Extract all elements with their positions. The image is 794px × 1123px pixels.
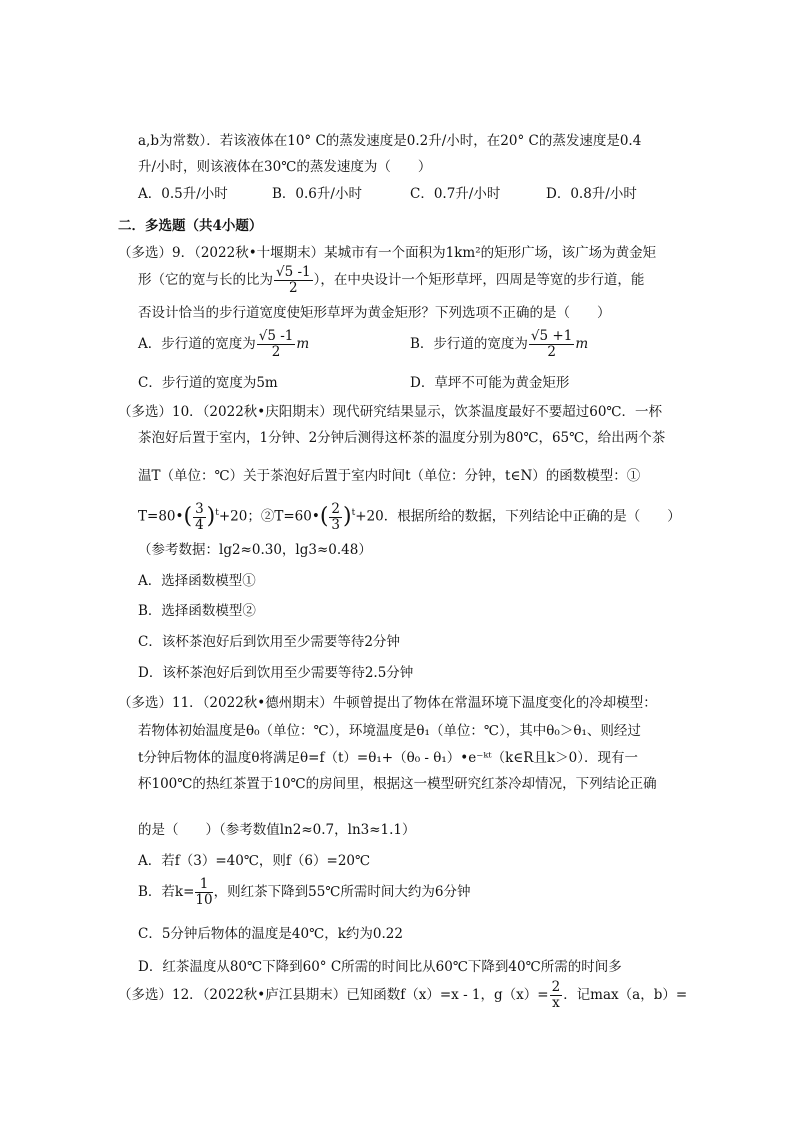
fraction-numerator: 1 bbox=[195, 877, 212, 893]
q8-option-a: A．0.5升/小时 bbox=[138, 186, 228, 202]
option-text: A．步行道的宽度为 bbox=[138, 336, 256, 352]
fraction-numerator: 2 bbox=[331, 500, 341, 517]
q9-option-d: D．草坪不可能为黄金矩形 bbox=[410, 375, 570, 391]
q9-option-a bbox=[138, 327, 309, 361]
fraction-denominator: 4 bbox=[195, 516, 204, 533]
q11-line-4: 杯100℃的热红茶置于10℃的房间里，根据这一模型研究红茶冷却情况，下列结论正确 bbox=[138, 776, 657, 792]
q10-line-4-suffix: +20．根据所给的数据，下列结论中正确的是（ ） bbox=[355, 508, 681, 525]
q9-line-3: 否设计恰当的步行道宽度使矩形草坪为黄金矩形？下列选项不正确的是（ ） bbox=[138, 305, 611, 321]
k-symbol: k= bbox=[174, 884, 195, 900]
q10-option-b: B．选择函数模型② bbox=[138, 603, 256, 619]
q11-line-1: （多选）11．（2022秋•德州期末）牛顿曾提出了物体在常温环境下温度变化的冷却模型： bbox=[118, 695, 657, 711]
q11-option-c: C．5分钟后物体的温度是40℃，k约为0.22 bbox=[138, 926, 403, 942]
q10-line-3: 温T（单位：℃）关于茶泡好后置于室内时间t（单位：分钟，t∈N）的函数模型：① bbox=[138, 468, 641, 484]
q11-option-d: D．红茶温度从80℃下降到60° C所需的时间比从60℃下降到40℃所需的时间多 bbox=[138, 959, 622, 975]
section-heading: 二．多选题（共4小题） bbox=[118, 218, 263, 234]
q10-option-d: D．该杯茶泡好后到饮用至少需要等待2.5分钟 bbox=[138, 665, 414, 681]
q9-line-1: （多选）9．（2022秋•十堰期末）某城市有一个面积为1km²的矩形广场，该广场为黄金矩 bbox=[118, 245, 657, 261]
fraction-numerator: 3 bbox=[195, 500, 204, 517]
option-text: B．若 bbox=[138, 884, 175, 900]
q10-reference-data: （参考数据：lg2≈0.30，lg3≈0.48） bbox=[138, 542, 372, 558]
option-fraction bbox=[529, 329, 574, 360]
fraction-denominator: 2 bbox=[271, 344, 281, 360]
q11-line-2: 若物体初始温度是θ₀（单位：℃），环境温度是θ₁（单位：℃），其中θ₀＞θ₁、则经过 bbox=[138, 723, 641, 739]
q11-option-a: A．若f（3）=40℃，则f（6）=20℃ bbox=[138, 853, 371, 869]
fraction-denominator: 2 bbox=[547, 344, 556, 360]
fraction-numerator: 2 bbox=[551, 979, 561, 995]
option-fraction bbox=[257, 329, 296, 360]
q11-option-b bbox=[138, 875, 470, 909]
fraction-numerator: √5 +1 bbox=[530, 328, 573, 344]
q12-fraction bbox=[550, 980, 563, 1011]
option-text: B．步行道的宽度为 bbox=[410, 336, 528, 352]
option-text: ，则红茶下降到55℃所需时间大约为6分钟 bbox=[213, 884, 471, 900]
q12-line-1 bbox=[118, 978, 687, 1012]
fraction-denominator: 10 bbox=[195, 892, 213, 908]
model-1-base bbox=[193, 502, 206, 533]
q8-line-2: 升/小时，则该液体在30℃的蒸发速度为（ ） bbox=[138, 159, 432, 175]
model-1-prefix: T=80• bbox=[138, 508, 184, 525]
q9-line-2-text-a: 形（它的宽与长的比为 bbox=[138, 272, 273, 288]
q9-option-b bbox=[410, 327, 588, 361]
q10-option-c: C．该杯茶泡好后到饮用至少需要等待2分钟 bbox=[138, 634, 400, 650]
q9-golden-ratio-fraction bbox=[274, 265, 313, 296]
unit: m bbox=[296, 336, 310, 352]
q10-line-4: T=80•( $\frac{3}{4}$ )$^t$+20；②T=60•( $\frac{2}{3}$ )$^t$+20．根据所给的数据，下列结论中正确的是（ ） bbox=[138, 500, 681, 533]
fraction-denominator: 3 bbox=[331, 516, 341, 533]
q10-line-1: （多选）10．（2022秋•庆阳期末）现代研究结果显示，饮茶温度最好不要超过60℃．一杯 bbox=[118, 404, 663, 420]
q9-option-c: C．步行道的宽度为5m bbox=[138, 375, 278, 391]
q8-option-c: C．0.7升/小时 bbox=[410, 186, 501, 202]
q8-line-1: a,b为常数）．若该液体在10° C的蒸发速度是0.2升/小时，在20° C的蒸发速度是0.4 bbox=[138, 133, 642, 149]
q12-text-a: （多选）12．（2022秋•庐江县期末）已知函数f（x）=x - 1，g（x）= bbox=[118, 987, 549, 1003]
q9-line-2-text-b: ），在中央设计一个矩形草坪，四周是等宽的步行道，能 bbox=[313, 272, 645, 288]
fraction-denominator: 2 bbox=[289, 280, 298, 296]
model-2-base bbox=[329, 502, 342, 533]
q10-option-a: A．选择函数模型① bbox=[138, 573, 256, 589]
option-fraction bbox=[195, 877, 212, 908]
fraction-numerator: √5 -1 bbox=[276, 264, 311, 280]
q8-option-b: B．0.6升/小时 bbox=[272, 186, 362, 202]
q11-line-3: t分钟后物体的温度θ将满足θ=f（t）=θ₁+（θ₀ - θ₁）•e⁻ᵏᵗ（k∈R且k＞0）．现有一 bbox=[138, 750, 638, 766]
q12-text-b: ．记max（a，b）= bbox=[563, 987, 688, 1003]
q9-line-2 bbox=[138, 263, 644, 297]
model-2-prefix: +20；②T=60• bbox=[218, 508, 320, 525]
q11-line-5: 的是（ ）（参考数值ln2≈0.7，ln3≈1.1） bbox=[138, 822, 416, 838]
q10-line-2: 茶泡好后置于室内，1分钟、2分钟后测得这杯茶的温度分别为80℃，65℃，给出两个茶 bbox=[138, 430, 666, 446]
fraction-denominator: x bbox=[552, 995, 560, 1011]
fraction-numerator: √5 -1 bbox=[258, 328, 294, 344]
q8-option-d: D．0.8升/小时 bbox=[546, 186, 637, 202]
unit: m bbox=[575, 336, 589, 352]
